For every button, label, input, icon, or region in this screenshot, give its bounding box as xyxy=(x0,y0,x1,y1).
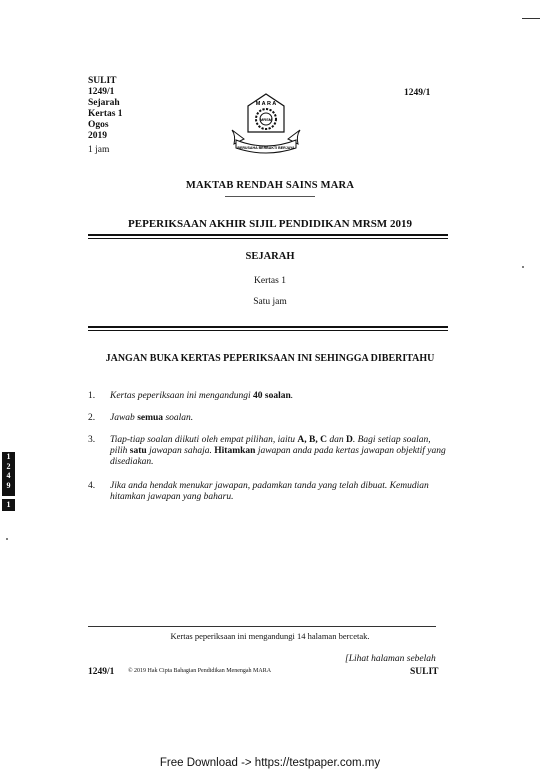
instruction-text: Jika anda hendak menukar jawapan, padamkan tanda yang telah dibuat. Kemudian hitamkan jawapan yang baharu. xyxy=(110,481,429,502)
instruction-text: Kertas peperiksaan ini mengandungi xyxy=(110,391,254,401)
logo-top-text: M A R A xyxy=(255,101,277,107)
classification-label: SULIT xyxy=(88,76,117,86)
month-label: Ogos xyxy=(88,120,109,130)
instruction-bold: A, B, C xyxy=(297,435,327,445)
paper-code-right: 1249/1 xyxy=(404,88,431,98)
side-code-digit: 1 xyxy=(6,500,11,509)
paper-code: 1249/1 xyxy=(88,87,115,97)
footer-paper-code: 1249/1 xyxy=(88,667,115,677)
instruction-text: . Bagi setiap soalan, pilih xyxy=(110,435,431,456)
instruction-number: 2. xyxy=(88,413,96,423)
instruction-number: 1. xyxy=(88,391,96,401)
instruction-text: Jawab xyxy=(110,413,138,423)
instruction-text: jawapan anda pada kertas jawapan objektif yang disediakan. xyxy=(110,446,446,467)
scan-dot xyxy=(522,266,524,268)
scan-dot xyxy=(6,538,8,540)
logo-ribbon-text: BERUSAHA BERBAKTI BERJAYA xyxy=(237,146,295,150)
header-left xyxy=(88,76,123,156)
side-code-digit: 2 xyxy=(6,461,11,471)
logo-center-text: MRSM xyxy=(259,117,273,122)
side-code-digit: 4 xyxy=(6,471,11,480)
instruction-text: jawapan sahaja. xyxy=(146,446,215,456)
college-name: MAKTAB RENDAH SAINS MARA xyxy=(185,180,355,191)
side-code-box xyxy=(2,452,15,496)
section-rule-thick xyxy=(88,326,448,328)
instruction-bold: 40 soalan xyxy=(253,391,291,401)
instruction-item xyxy=(88,435,448,468)
download-watermark: Free Download -> https://testpaper.com.my xyxy=(159,757,381,769)
warning-text: JANGAN BUKA KERTAS PEPERIKSAAN INI SEHINGGA DIBERITAHU xyxy=(105,353,435,364)
instruction-text: . xyxy=(290,391,294,401)
mara-logo xyxy=(226,92,306,162)
instruction-item xyxy=(88,481,448,503)
instruction-item xyxy=(88,391,448,402)
copyright-text: © 2019 Hak Cipta Bahagian Pendidikan Menengah MARA xyxy=(128,668,272,674)
college-underline xyxy=(225,196,315,197)
side-code-digit: 1 xyxy=(6,452,11,461)
instruction-bold: satu xyxy=(129,446,147,456)
instruction-text: soalan. xyxy=(163,413,194,423)
instruction-number: 3. xyxy=(88,435,96,445)
edge-mark xyxy=(522,18,540,19)
instruction-number: 4. xyxy=(88,481,96,491)
side-code-box xyxy=(2,499,15,511)
next-page-note: [Lihat halaman sebelah xyxy=(345,654,436,664)
footer-rule xyxy=(88,626,436,627)
paper-label: Kertas 1 xyxy=(88,109,123,119)
subject-label: Sejarah xyxy=(88,98,120,108)
duration-label: 1 jam xyxy=(88,145,110,155)
pages-note: Kertas peperiksaan ini mengandungi 14 halaman bercetak. xyxy=(170,631,370,641)
instruction-bold: Hitamkan xyxy=(214,446,256,456)
footer-classification: SULIT xyxy=(410,667,439,677)
instruction-bold: semua xyxy=(137,413,164,423)
title-rule-thin xyxy=(88,238,448,239)
paper-title: Kertas 1 xyxy=(254,276,286,286)
instruction-item xyxy=(88,413,448,424)
instruction-bold: D xyxy=(345,435,353,445)
duration-title: Satu jam xyxy=(253,297,287,307)
subject-title: SEJARAH xyxy=(245,251,295,262)
side-code-digit: 9 xyxy=(6,480,11,490)
instruction-text: dan xyxy=(326,435,346,445)
section-rule-thin xyxy=(88,330,448,331)
exam-title: PEPERIKSAAN AKHIR SIJIL PENDIDIKAN MRSM 2019 xyxy=(128,218,412,230)
instruction-text: Tiap-tiap soalan diikuti oleh empat pilihan, iaitu xyxy=(110,435,298,445)
title-rule-thick xyxy=(88,234,448,236)
year-label: 2019 xyxy=(88,131,107,141)
